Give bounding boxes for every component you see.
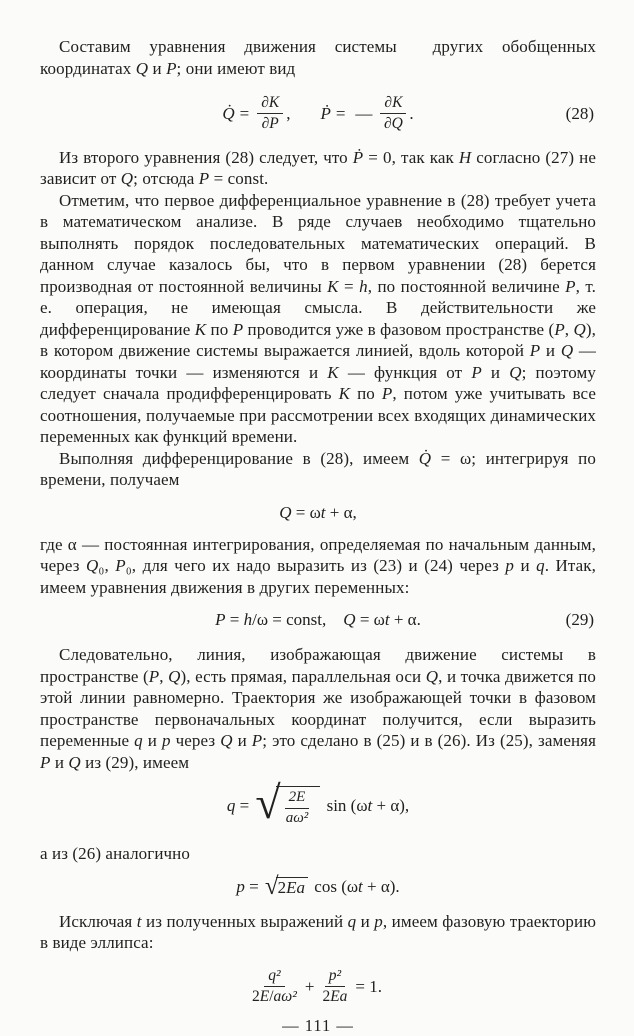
fraction-denominator: 2Ea: [322, 988, 348, 1006]
fraction-dk-dp: [257, 94, 283, 134]
equation-29-body: P = h /ω = const, Q = ω t + α.: [215, 610, 421, 630]
equation-q-sin: [40, 777, 596, 829]
period: .: [409, 103, 414, 123]
fraction-p2: [322, 967, 347, 1007]
paragraph-second-equation: Из второго уравнения (28) следует, что Ṗ = 0, так как H согласно (27) не зависит от Q; отсюда P = const.: [40, 147, 596, 189]
lhs: q =: [226, 795, 254, 815]
equals-one: = 1.: [355, 976, 383, 996]
fraction-numerator: p²: [325, 967, 345, 987]
math-q-dot: Q̇: [222, 103, 235, 123]
trail: cos (ωt + α).: [310, 876, 400, 896]
equation-28: [40, 94, 596, 134]
equation-ellipse: [40, 967, 596, 1007]
page-number: — 111 —: [282, 1015, 354, 1035]
plus-sign: +: [304, 976, 315, 996]
equation-body: [249, 967, 387, 1007]
minus-sign: —: [355, 103, 373, 123]
equals-sign: =: [239, 103, 250, 123]
fraction-denominator: 2E/aω²: [251, 988, 297, 1006]
math-p-dot: Ṗ: [320, 103, 331, 123]
fraction-denominator: ∂P: [261, 115, 279, 133]
equation-body: [226, 777, 410, 829]
fraction-2e-aomega2: [285, 789, 310, 827]
square-root: [255, 777, 320, 829]
equation-label-28: (28): [565, 103, 594, 123]
comma: ,: [286, 103, 291, 123]
square-root: [264, 872, 308, 900]
paragraph-gde-alpha: где α — постоянная интегрирования, определяемая по начальным данным, через Q₀, P₀, для чего их надо выразить из (23) и (24) через p и q. Итак, имеем уравнения движения в других переменных:: [40, 534, 597, 597]
equation-29: [40, 610, 596, 630]
equation-p-cos: [40, 872, 596, 900]
fraction-q2: [252, 967, 297, 1007]
paragraph-sledovatelno: Следовательно, линия, изображающая движение системы в пространстве (P, Q), есть прямая, параллельная оси Q, и точка движется по этой линии равномерно. Траектория же изображающей точки в фазовом пространстве первоначальных координат получится, если выразить переменные q и p через Q и P; это сделано в (25) и в (26). Из (25), заменяя P и Q из (29), имеем: [40, 645, 597, 772]
paragraph-otmetim: Отметим, что первое дифференциальное уравнение в (28) требует учета в математическом анализе. В ряде случаев необходимо тщательно выполнять порядок последовательных математических операций. В данном случае казалось бы, что в первом уравнении (28) берется производная от постоянной величины K = h, по постоянной величине P, т. е. операция, не имеющая смысла. В действительности же дифференцирование K по P проводится уже в фазовом пространстве (P, Q), в котором движение системы выражается линией, вдоль которой P и Q — координаты точки — изменяются и K — функция от P и Q; поэтому следует сначала продифференцировать K по P, потом уже учитывать все соотношения, получаемые при рассмотрении всех входящих динамических переменных как функций времени.: [40, 190, 597, 447]
fraction-numerator: q²: [264, 967, 284, 987]
equation-q-omega-t: [40, 503, 596, 523]
radicand: [276, 786, 321, 827]
paragraph-vypolnyaya: Выполняя дифференцирование в (28), имеем Q̇ = ω; интегрируя по времени, получаем: [40, 448, 596, 490]
radical-sign: √: [255, 777, 281, 829]
paragraph-a-iz-26: а из (26) аналогично: [40, 844, 190, 864]
fraction-numerator: 2E: [285, 789, 310, 809]
equation-body: Q = ω t + α,: [279, 502, 357, 522]
equation-body: [236, 872, 400, 900]
trail: sin (ωt + α),: [322, 795, 410, 815]
equation-label-29: (29): [565, 610, 594, 630]
radical-sign: √: [264, 872, 279, 900]
fraction-numerator: ∂K: [380, 94, 406, 114]
radicand: 2Ea: [276, 877, 308, 898]
fraction-denominator: aω²: [285, 809, 309, 826]
fraction-numerator: ∂K: [257, 94, 283, 114]
fraction-dk-dq: [380, 94, 406, 134]
paragraph-isklyuchaya: Исключая t из полученных выражений q и p, имеем фазовую траекторию в виде эллипса:: [40, 911, 596, 953]
fraction-denominator: ∂Q: [383, 115, 403, 133]
lhs: p =: [236, 876, 263, 896]
equals-sign: =: [335, 103, 346, 123]
paragraph-intro: Составим уравнения движения системы других обобщенных координатах Q и P; они имеют вид: [40, 37, 596, 78]
equation-28-body: [222, 94, 413, 134]
